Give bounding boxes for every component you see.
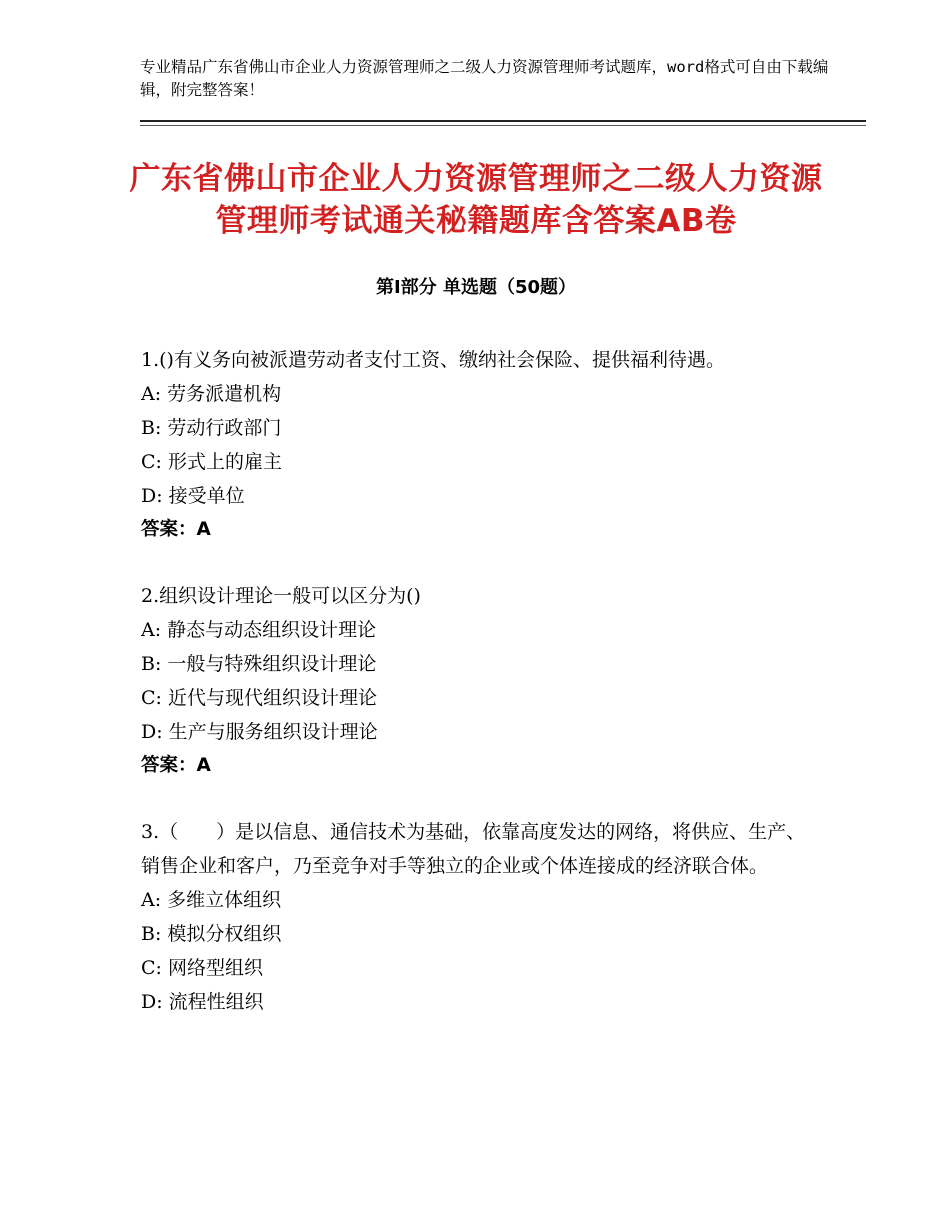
document-title: 广东省佛山市企业人力资源管理师之二级人力资源管理师考试通关秘籍题库含答案AB卷 <box>129 161 823 239</box>
option-a: A: 多维立体组织 <box>141 889 282 911</box>
question-list <box>141 343 811 1051</box>
option-c: C: 近代与现代组织设计理论 <box>141 687 377 709</box>
option-d: D: 生产与服务组织设计理论 <box>141 721 378 743</box>
question-2 <box>141 579 811 783</box>
option-c: C: 网络型组织 <box>141 957 263 979</box>
option-b: B: 一般与特殊组织设计理论 <box>141 653 377 675</box>
header-rule-thick <box>140 120 866 122</box>
option-a: A: 劳务派遣机构 <box>141 383 282 405</box>
question-3 <box>141 815 811 1019</box>
option-d: D: 流程性组织 <box>141 991 264 1013</box>
section-heading: 第Ⅰ部分 单选题（50题） <box>375 277 576 298</box>
option-a: A: 静态与动态组织设计理论 <box>141 619 377 641</box>
header-note: 专业精品广东省佛山市企业人力资源管理师之二级人力资源管理师考试题库，word格式可自由下载编辑，附完整答案！ <box>140 58 829 99</box>
answer-line: 答案：A <box>141 755 211 776</box>
option-d: D: 接受单位 <box>141 485 245 507</box>
question-1 <box>141 343 811 547</box>
option-b: B: 模拟分权组织 <box>141 923 282 945</box>
option-c: C: 形式上的雇主 <box>141 451 282 473</box>
question-stem: 2.组织设计理论一般可以区分为() <box>141 585 421 607</box>
header-rule-thin <box>140 125 866 126</box>
question-stem: 1.()有义务向被派遣劳动者支付工资、缴纳社会保险、提供福利待遇。 <box>141 349 725 371</box>
option-b: B: 劳动行政部门 <box>141 417 282 439</box>
question-stem: 3.（ ）是以信息、通信技术为基础，依靠高度发达的网络，将供应、生产、销售企业和客户，乃至竞争对手等独立的企业或个体连接成的经济联合体。 <box>141 821 806 877</box>
answer-line: 答案：A <box>141 519 211 540</box>
